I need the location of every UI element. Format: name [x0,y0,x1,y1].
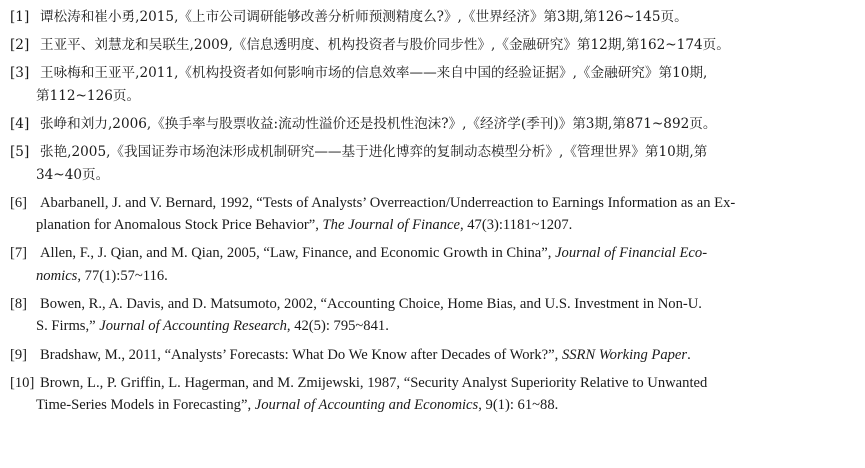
reference-line [40,141,860,163]
reference-text: 王咏梅和王亚平,2011,《机构投资者如何影响市场的信息效率——来自中国的经验证据》,《金融研究》第10期, [40,65,708,82]
journal-title: Journal of Financial Eco- [555,245,708,262]
reference-number: [8] [10,296,28,313]
reference-item [10,242,860,287]
reference-text: 张峥和刘力,2006,《换手率与股票收益:流动性溢价还是投机性泡沫?》,《经济学(季刊)》第3期,第871~892页。 [40,116,717,133]
reference-text: Bradshaw, M., 2011, “Analysts’ Forecasts: What Do We Know after Decades of Work?”, [40,346,562,363]
reference-line [36,164,860,186]
reference-item [10,372,860,417]
reference-text: Brown, L., P. Griffin, L. Hagerman, and M. Zmijewski, 1987, “Security Analyst Superiority Relative to Unwanted [40,374,708,391]
reference-text: 34~40页。 [36,166,110,183]
reference-item [10,192,860,237]
reference-text: 第112~126页。 [36,87,141,104]
reference-line [40,6,860,28]
reference-text: , 47(3):1181~1207. [459,217,573,234]
reference-text: 王亚平、刘慧龙和吴联生,2009,《信息透明度、机构投资者与股价同步性》,《金融研究》第12期,第162~174页。 [40,37,730,54]
reference-text: , 42(5): 795~841. [286,318,389,335]
reference-list [10,6,860,422]
reference-number: [6] [10,194,28,211]
reference-number: [7] [10,245,28,262]
reference-line [36,315,860,337]
reference-text: , 9(1): 61~88. [478,397,559,414]
reference-line [36,85,860,107]
reference-line [40,192,860,214]
journal-title: nomics [36,267,78,284]
reference-item [10,34,860,56]
reference-line [40,113,860,135]
reference-line [40,372,860,394]
reference-number: [10] [10,374,35,391]
reference-number: [1] [10,9,30,25]
reference-item [10,141,860,186]
reference-text: planation for Anomalous Stock Price Behavior”, [36,217,323,234]
reference-item [10,293,860,338]
reference-item [10,113,860,135]
reference-line [40,34,860,56]
reference-number: [5] [10,144,30,161]
reference-text: 张艳,2005,《我国证券市场泡沫形成机制研究——基于进化博弈的复制动态模型分析》,《管理世界》第10期,第 [40,144,708,161]
reference-line [40,293,860,315]
journal-title: SSRN Working Paper [561,346,688,363]
reference-text: Allen, F., J. Qian, and M. Qian, 2005, “Law, Finance, and Economic Growth in China”, [40,245,556,262]
reference-text: . [687,346,691,363]
journal-title: Journal of Accounting Research [99,318,287,335]
reference-number: [2] [10,37,30,54]
reference-text: Time-Series Models in Forecasting”, [36,397,255,414]
journal-title: Journal of Accounting and Economics [254,397,479,414]
reference-item [10,344,860,366]
reference-line [36,394,860,416]
reference-number: [3] [10,65,30,82]
reference-line [40,242,860,264]
reference-line [36,265,860,287]
reference-item [10,62,860,107]
reference-text: Abarbanell, J. and V. Bernard, 1992, “Tests of Analysts’ Overreaction/Underreaction to Earnings Information as an Ex- [40,194,736,211]
reference-number: [9] [10,346,28,363]
reference-line [36,214,860,236]
reference-text: , 77(1):57~116. [77,267,168,284]
reference-line [40,344,860,366]
reference-number: [4] [10,116,30,133]
reference-text: Bowen, R., A. Davis, and D. Matsumoto, 2002, “Accounting Choice, Home Bias, and U.S. Investment in Non-U. [40,296,702,313]
reference-item [10,6,860,28]
reference-text: S. Firms,” [36,318,100,335]
reference-line [40,62,860,84]
journal-title: The Journal of Finance [322,217,460,234]
reference-text: 谭松涛和崔小勇,2015,《上市公司调研能够改善分析师预测精度么?》,《世界经济》第3期,第126~145页。 [40,9,688,25]
